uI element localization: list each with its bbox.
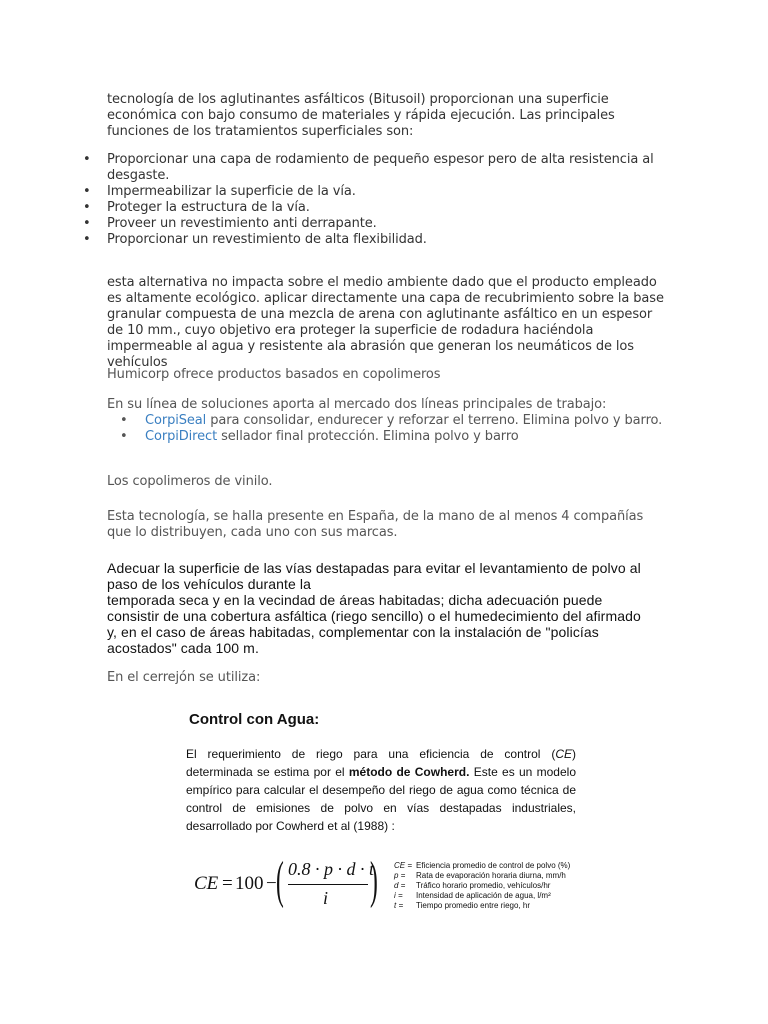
- bullet-icon: •: [83, 232, 91, 247]
- adecuar-line-1: Adecuar la superficie de las vías destapadas para evitar el levantamiento de polvo al paso de los vehículos durante la: [107, 560, 641, 592]
- corpiseal-link[interactable]: CorpiSeal: [145, 413, 207, 428]
- adecuar-line-2: temporada seca y en la vecindad de áreas habitadas; dicha adecuación puede consistir de una cobertura asfáltica (riego sencillo) o el humedecimiento del afirmado y, en el caso de áreas habitadas, complementar con la instalación de "policías acostados" cada 100 m.: [107, 592, 641, 656]
- list-item: • Proporcionar una capa de rodamiento de pequeño espesor pero de alta resistencia al desgaste.: [83, 152, 654, 183]
- list-item: • Proteger la estructura de la vía.: [83, 200, 310, 215]
- eq-lhs: CE: [194, 873, 219, 894]
- intro-paragraph: tecnología de los aglutinantes asfálticos (Bitusoil) proporcionan una superficie económica con bajo consumo de materiales y rápida ejecución. Las principales funciones de los tratamientos superficiales son:: [107, 92, 615, 139]
- bullet-icon: •: [83, 200, 91, 215]
- eq-fraction-bar: [288, 884, 368, 885]
- list-item: • CorpiSeal para consolidar, endurecer y reforzar el terreno. Elimina polvo y barro.: [120, 413, 663, 428]
- spain-paragraph: Esta tecnología, se halla presente en España, de la mano de al menos 4 compañías que lo distribuyen, cada uno con sus marcas.: [107, 509, 644, 540]
- cowherd-equation: [194, 852, 394, 915]
- scanned-excerpt-image: [178, 705, 590, 920]
- eco-paragraph: esta alternativa no impacta sobre el medio ambiente dado que el producto empleado es altamente ecológico. aplicar directamente una capa de recubrimiento sobre la base granular compuesta de una mezcla de arena con aglutinante asfáltico en un espesor de 10 mm., cuyo objetivo era proteger la superficie de rodadura haciéndola impermeable al agua y resistente ala abrasión que generan los neumáticos de los vehículos: [107, 275, 664, 370]
- list-item: • Impermeabilizar la superficie de la vía.: [83, 184, 356, 199]
- solutions-intro: En su línea de soluciones aporta al mercado dos líneas principales de trabajo:: [107, 397, 607, 412]
- adecuar-paragraph: [107, 560, 652, 656]
- eq-constant: 100: [235, 873, 264, 894]
- scan-paragraph: El requerimiento de riego para una eficiencia de control (CE) determinada se estima por el método de Cowherd. Este es un modelo empírico para calcular el desempeño del riego de agua como técnica de control de emisiones de polvo en vías destapadas industriales, desarrollado por Cowherd et al (1988) :: [186, 747, 576, 833]
- scan-title: Control con Agua:: [189, 711, 320, 728]
- list-item: • CorpiDirect sellador final protección. Elimina polvo y barro: [120, 429, 519, 444]
- bullet-icon: •: [120, 429, 128, 444]
- eq-minus: −: [266, 873, 277, 894]
- equation-legend: [394, 861, 570, 911]
- eq-numerator: 0.8 · p · d · t: [288, 859, 375, 879]
- products-list: [107, 413, 707, 445]
- legend-row: CE = Eficiencia promedio de control de polvo (%): [394, 861, 571, 870]
- eq-right-paren: ): [370, 852, 378, 909]
- bullet-icon: •: [83, 184, 91, 199]
- vinyl-line: Los copolimeros de vinilo.: [107, 474, 273, 489]
- eq-equals: =: [222, 873, 233, 894]
- cerrejon-line: En el cerrejón se utiliza:: [107, 670, 261, 685]
- list-item: • Proveer un revestimiento anti derrapante.: [83, 216, 377, 231]
- eq-left-paren: (: [276, 852, 284, 909]
- legend-row: d = Tráfico horario promedio, vehículos/hr: [394, 881, 551, 890]
- functions-list: [0, 152, 768, 248]
- humicorp-line: Humicorp ofrece productos basados en copolimeros: [107, 367, 441, 382]
- bullet-icon: •: [120, 413, 128, 428]
- bullet-icon: •: [83, 152, 91, 167]
- list-item: • Proporcionar un revestimiento de alta flexibilidad.: [83, 232, 427, 247]
- legend-row: t = Tiempo promedio entre riego, hr: [394, 901, 530, 910]
- eq-denominator: i: [323, 888, 329, 908]
- corpidirect-link[interactable]: CorpiDirect: [145, 429, 218, 444]
- legend-row: i = Intensidad de aplicación de agua, l/m²: [394, 891, 551, 900]
- legend-row: p = Rata de evaporación horaria diurna, mm/h: [394, 871, 566, 880]
- bullet-icon: •: [83, 216, 91, 231]
